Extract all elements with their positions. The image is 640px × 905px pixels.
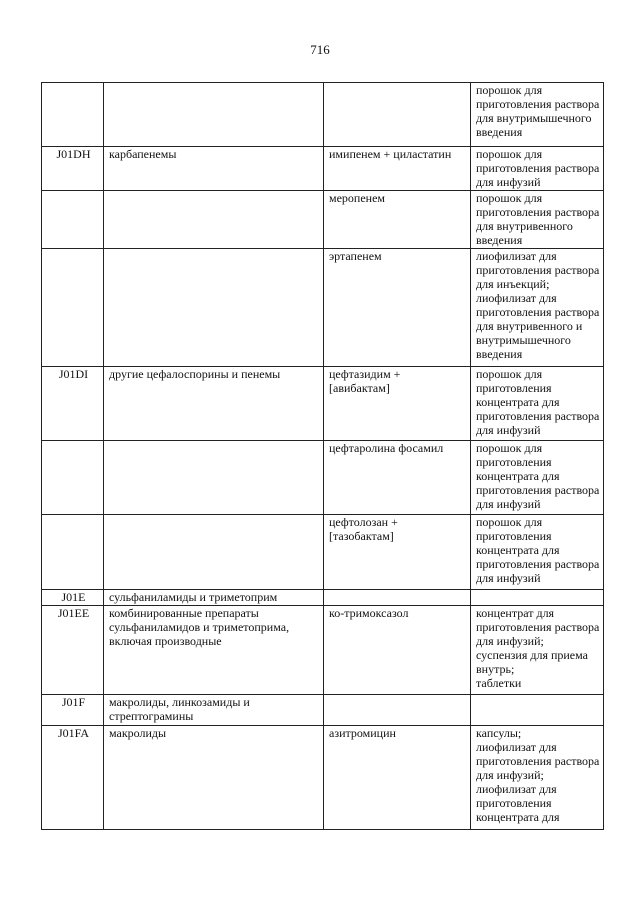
dosage-form: порошок для приготовления концентрата для приготовления раствора для инфузий [471, 367, 604, 441]
table-row [42, 590, 604, 606]
group-name: карбапенемы [104, 147, 324, 191]
drug-name [324, 83, 471, 147]
dosage-form: капсулы; лиофилизат для приготовления раствора для инфузий; лиофилизат для приготовления концентрата для [471, 726, 604, 830]
atc-code: J01EE [42, 606, 104, 695]
table-row [42, 515, 604, 590]
atc-code: J01DH [42, 147, 104, 191]
table-row [42, 606, 604, 695]
table-row [42, 191, 604, 249]
dosage-form [471, 695, 604, 726]
drug-name: цефтазидим + [авибактам] [324, 367, 471, 441]
table-row [42, 695, 604, 726]
group-name: другие цефалоспорины и пенемы [104, 367, 324, 441]
table-row [42, 83, 604, 147]
dosage-form: порошок для приготовления раствора для внутримышечного введения [471, 83, 604, 147]
table-row [42, 147, 604, 191]
drug-classification-table [41, 82, 604, 830]
dosage-form: порошок для приготовления концентрата для приготовления раствора для инфузий [471, 515, 604, 590]
drug-name: цефтолозан + [тазобактам] [324, 515, 471, 590]
drug-name: цефтаролина фосамил [324, 441, 471, 515]
drug-name: имипенем + циластатин [324, 147, 471, 191]
group-name: макролиды, линкозамиды и стрептограмины [104, 695, 324, 726]
atc-code [42, 515, 104, 590]
page-number: 716 [310, 42, 330, 57]
drug-name: ко-тримоксазол [324, 606, 471, 695]
drug-name: эртапенем [324, 249, 471, 367]
atc-code: J01F [42, 695, 104, 726]
dosage-form: порошок для приготовления раствора для внутривенного введения [471, 191, 604, 249]
dosage-form: лиофилизат для приготовления раствора для инъекций; лиофилизат для приготовления раствора для внутривенного и внутримышечного введения [471, 249, 604, 367]
group-name: макролиды [104, 726, 324, 830]
table-row [42, 249, 604, 367]
atc-code [42, 191, 104, 249]
atc-code [42, 249, 104, 367]
drug-name: азитромицин [324, 726, 471, 830]
dosage-form: порошок для приготовления раствора для инфузий [471, 147, 604, 191]
dosage-form: концентрат для приготовления раствора для инфузий; суспензия для приема внутрь; таблетки [471, 606, 604, 695]
group-name [104, 249, 324, 367]
dosage-form [471, 590, 604, 606]
drug-name: меропенем [324, 191, 471, 249]
group-name [104, 191, 324, 249]
atc-code [42, 441, 104, 515]
table-row [42, 441, 604, 515]
dosage-form: порошок для приготовления концентрата для приготовления раствора для инфузий [471, 441, 604, 515]
table-row [42, 367, 604, 441]
group-name: сульфаниламиды и триметоприм [104, 590, 324, 606]
atc-code: J01DI [42, 367, 104, 441]
drug-name [324, 590, 471, 606]
table-row [42, 726, 604, 830]
atc-code: J01E [42, 590, 104, 606]
group-name [104, 515, 324, 590]
drug-name [324, 695, 471, 726]
atc-code: J01FA [42, 726, 104, 830]
group-name: комбинированные препараты сульфаниламидов и триметоприма, включая производные [104, 606, 324, 695]
group-name [104, 441, 324, 515]
group-name [104, 83, 324, 147]
atc-code [42, 83, 104, 147]
